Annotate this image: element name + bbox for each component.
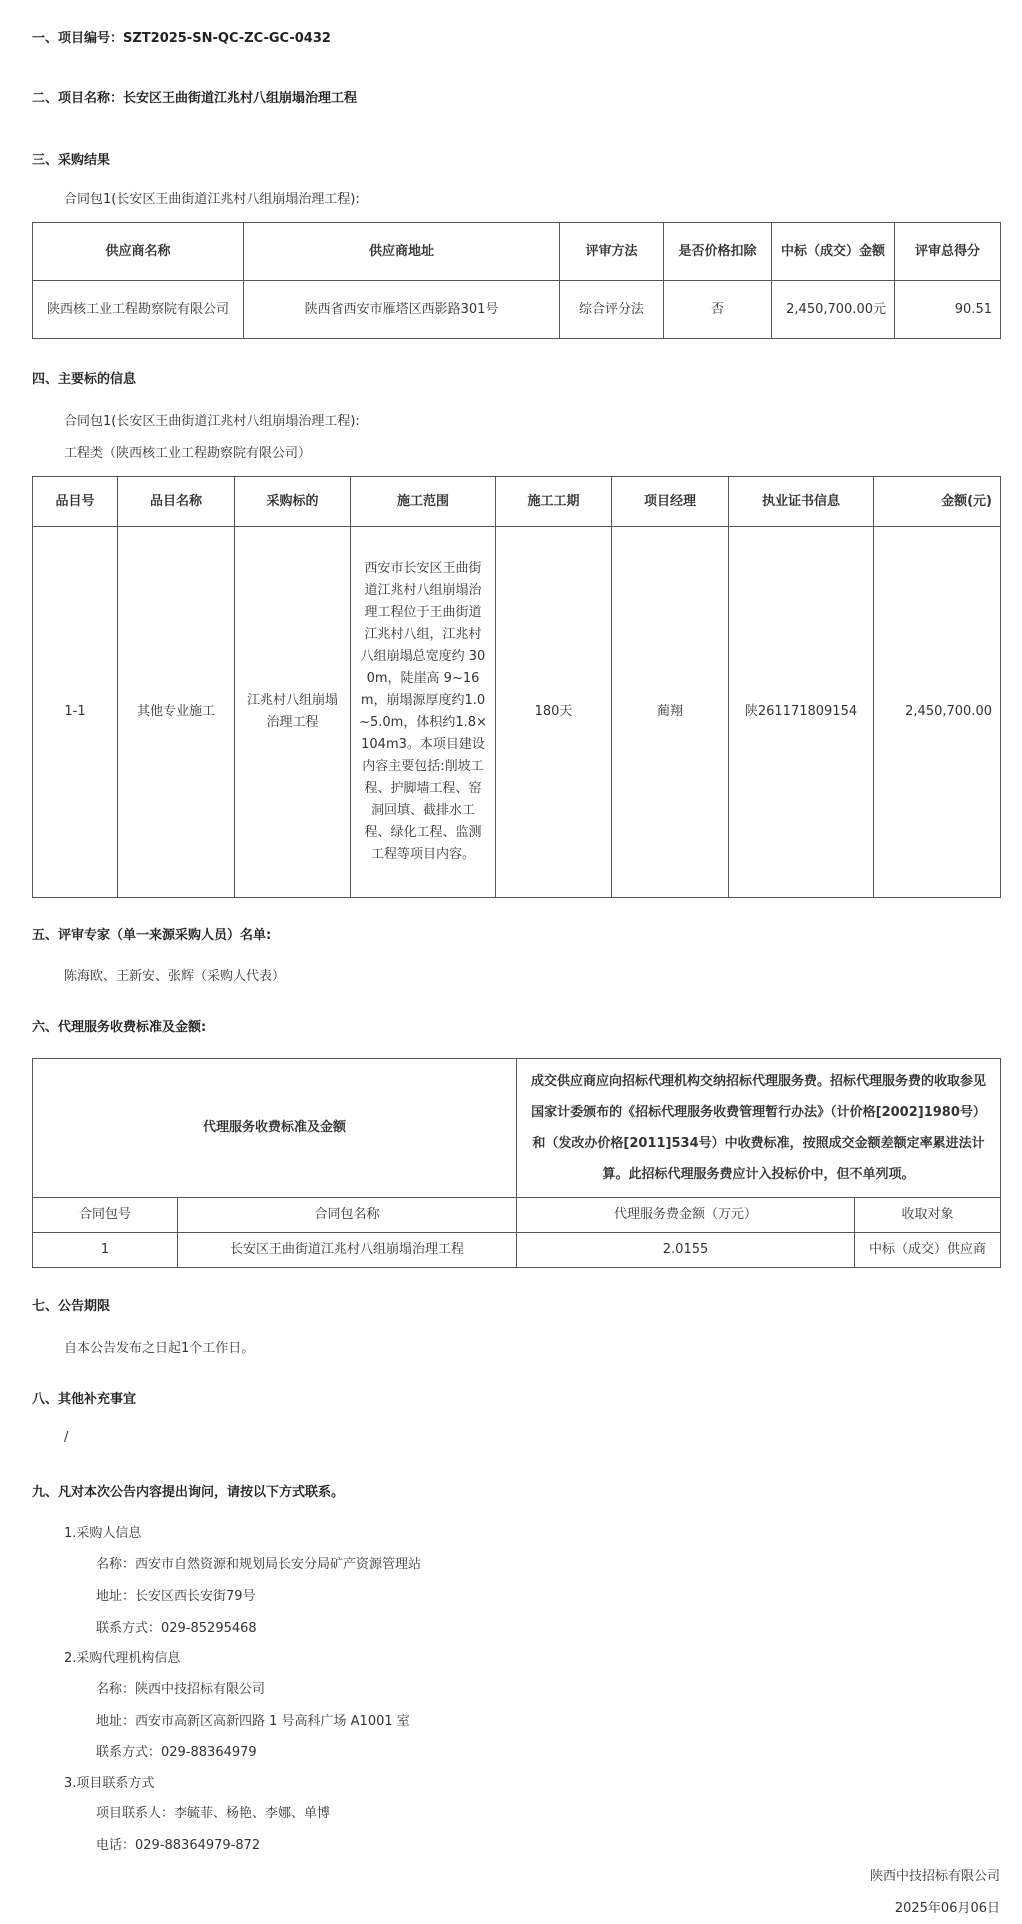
- subject-package-label: 合同包1(长安区王曲街道江兆村八组崩塌治理工程):: [64, 414, 360, 429]
- col-cert: 执业证书信息: [729, 477, 874, 527]
- project-contacts: 项目联系人：李毓菲、杨艳、李娜、单博: [96, 1806, 331, 1821]
- col-supplier-address: 供应商地址: [244, 223, 560, 281]
- buyer-phone: 联系方式：029-85295468: [96, 1621, 257, 1636]
- agent-info-title: 2.采购代理机构信息: [64, 1651, 181, 1666]
- col-package-no: 合同包号: [33, 1198, 178, 1233]
- table-row: [33, 1233, 1001, 1268]
- agent-phone: 联系方式：029-88364979: [96, 1745, 257, 1760]
- other-matters-text: /: [64, 1430, 69, 1445]
- fee-package-no: 1: [33, 1233, 178, 1268]
- project-phone: 电话：029-88364979-872: [96, 1838, 261, 1853]
- subject-category-label: 工程类（陕西核工业工程勘察院有限公司）: [64, 446, 312, 461]
- col-award-amount: 中标（成交）金额: [772, 223, 895, 281]
- project-number-value: SZT2025-SN-QC-ZC-GC-0432: [123, 31, 331, 46]
- col-target: 采购标的: [235, 477, 351, 527]
- footer-organization: 陕西中技招标有限公司: [869, 1869, 1000, 1884]
- col-supplier-name: 供应商名称: [33, 223, 244, 281]
- review-method: 综合评分法: [560, 281, 664, 339]
- section-contact: 九、凡对本次公告内容提出询问，请按以下方式联系。: [32, 1485, 345, 1500]
- table-row: [33, 527, 1001, 898]
- section-notice-period: 七、公告期限: [32, 1299, 111, 1314]
- col-fee-amount: 代理服务费金额（万元）: [517, 1198, 855, 1233]
- price-deduction: 否: [664, 281, 772, 339]
- result-table-header: [33, 223, 1001, 281]
- section-agency-fee: 六、代理服务收费标准及金额:: [32, 1020, 207, 1035]
- fee-amount: 2.0155: [517, 1233, 855, 1268]
- award-amount: 2,450,700.00元: [772, 281, 895, 339]
- item-name: 其他专业施工: [118, 527, 235, 898]
- project-name-line: [32, 87, 357, 106]
- fee-standard-note: 成交供应商应向招标代理机构交纳招标代理服务费。招标代理服务费的收取参见国家计委颁布的《招标代理服务收费管理暂行办法》（计价格[2002]1980号）和（发改办价格[2011]534号）中收费标准，按照成交金额差额定率累进法计算。此招标代理服务费应计入投标价中，但不单列项。: [517, 1059, 1001, 1198]
- fee-package-name: 长安区王曲街道江兆村八组崩塌治理工程: [178, 1233, 517, 1268]
- experts-list: 陈海欧、王新安、张辉（采购人代表）: [64, 969, 286, 984]
- result-package-label: 合同包1(长安区王曲街道江兆村八组崩塌治理工程):: [64, 192, 360, 207]
- col-price-deduction: 是否价格扣除: [664, 223, 772, 281]
- fee-table: [32, 1058, 1001, 1268]
- footer-date: 2025年06月06日: [894, 1901, 1000, 1916]
- project-name-label: 二、项目名称：: [32, 91, 124, 106]
- subject-table-header: [33, 477, 1001, 527]
- project-name-value: 长安区王曲街道江兆村八组崩塌治理工程: [123, 91, 358, 106]
- subject-table: [32, 476, 1001, 898]
- supplier-name: 陕西核工业工程勘察院有限公司: [33, 281, 244, 339]
- col-fee-payer: 收取对象: [855, 1198, 1001, 1233]
- agent-address: 地址：西安市高新区高新四路 1 号高科广场 A1001 室: [96, 1714, 410, 1729]
- section-procurement-result: 三、采购结果: [32, 153, 111, 168]
- fee-standard-label: 代理服务收费标准及金额: [33, 1059, 517, 1198]
- col-amount: 金额(元): [874, 477, 1001, 527]
- item-scope: 西安市长安区王曲街道江兆村八组崩塌治理工程位于王曲街道江兆村八组，江兆村八组崩塌总宽度约 300m，陡崖高 9~16m，崩塌源厚度约1.0~5.0m，体积约1.8×104m3。本项目建设内容主要包括:削坡工程、护脚墙工程、窑洞回填、截排水工程、绿化工程、监测工程等项目内容。: [351, 527, 496, 898]
- table-row: [33, 281, 1001, 339]
- buyer-name: 名称：西安市自然资源和规划局长安分局矿产资源管理站: [96, 1557, 422, 1572]
- project-contact-title: 3.项目联系方式: [64, 1776, 155, 1791]
- section-other-matters: 八、其他补充事宜: [32, 1392, 137, 1407]
- col-item-name: 品目名称: [118, 477, 235, 527]
- buyer-address: 地址：长安区西长安街79号: [96, 1589, 256, 1604]
- col-scope: 施工范围: [351, 477, 496, 527]
- notice-period-text: 自本公告发布之日起1个工作日。: [64, 1341, 255, 1356]
- col-review-method: 评审方法: [560, 223, 664, 281]
- col-total-score: 评审总得分: [895, 223, 1001, 281]
- total-score: 90.51: [895, 281, 1001, 339]
- agent-name: 名称：陕西中技招标有限公司: [96, 1682, 266, 1697]
- col-manager: 项目经理: [612, 477, 729, 527]
- fee-standard-row: [33, 1059, 1001, 1198]
- col-package-name: 合同包名称: [178, 1198, 517, 1233]
- col-period: 施工工期: [496, 477, 612, 527]
- item-target: 江兆村八组崩塌治理工程: [235, 527, 351, 898]
- project-number-line: [32, 27, 331, 46]
- section-experts: 五、评审专家（单一来源采购人员）名单:: [32, 928, 272, 943]
- item-amount: 2,450,700.00: [874, 527, 1001, 898]
- fee-payer: 中标（成交）供应商: [855, 1233, 1001, 1268]
- item-cert: 陕261171809154: [729, 527, 874, 898]
- item-period: 180天: [496, 527, 612, 898]
- supplier-address: 陕西省西安市雁塔区西影路301号: [244, 281, 560, 339]
- buyer-info-title: 1.采购人信息: [64, 1526, 142, 1541]
- fee-table-header: [33, 1198, 1001, 1233]
- result-table: [32, 222, 1001, 339]
- item-no: 1-1: [33, 527, 118, 898]
- project-number-label: 一、项目编号：: [32, 31, 124, 46]
- col-item-no: 品目号: [33, 477, 118, 527]
- item-manager: 蔺翔: [612, 527, 729, 898]
- section-main-subject: 四、主要标的信息: [32, 372, 137, 387]
